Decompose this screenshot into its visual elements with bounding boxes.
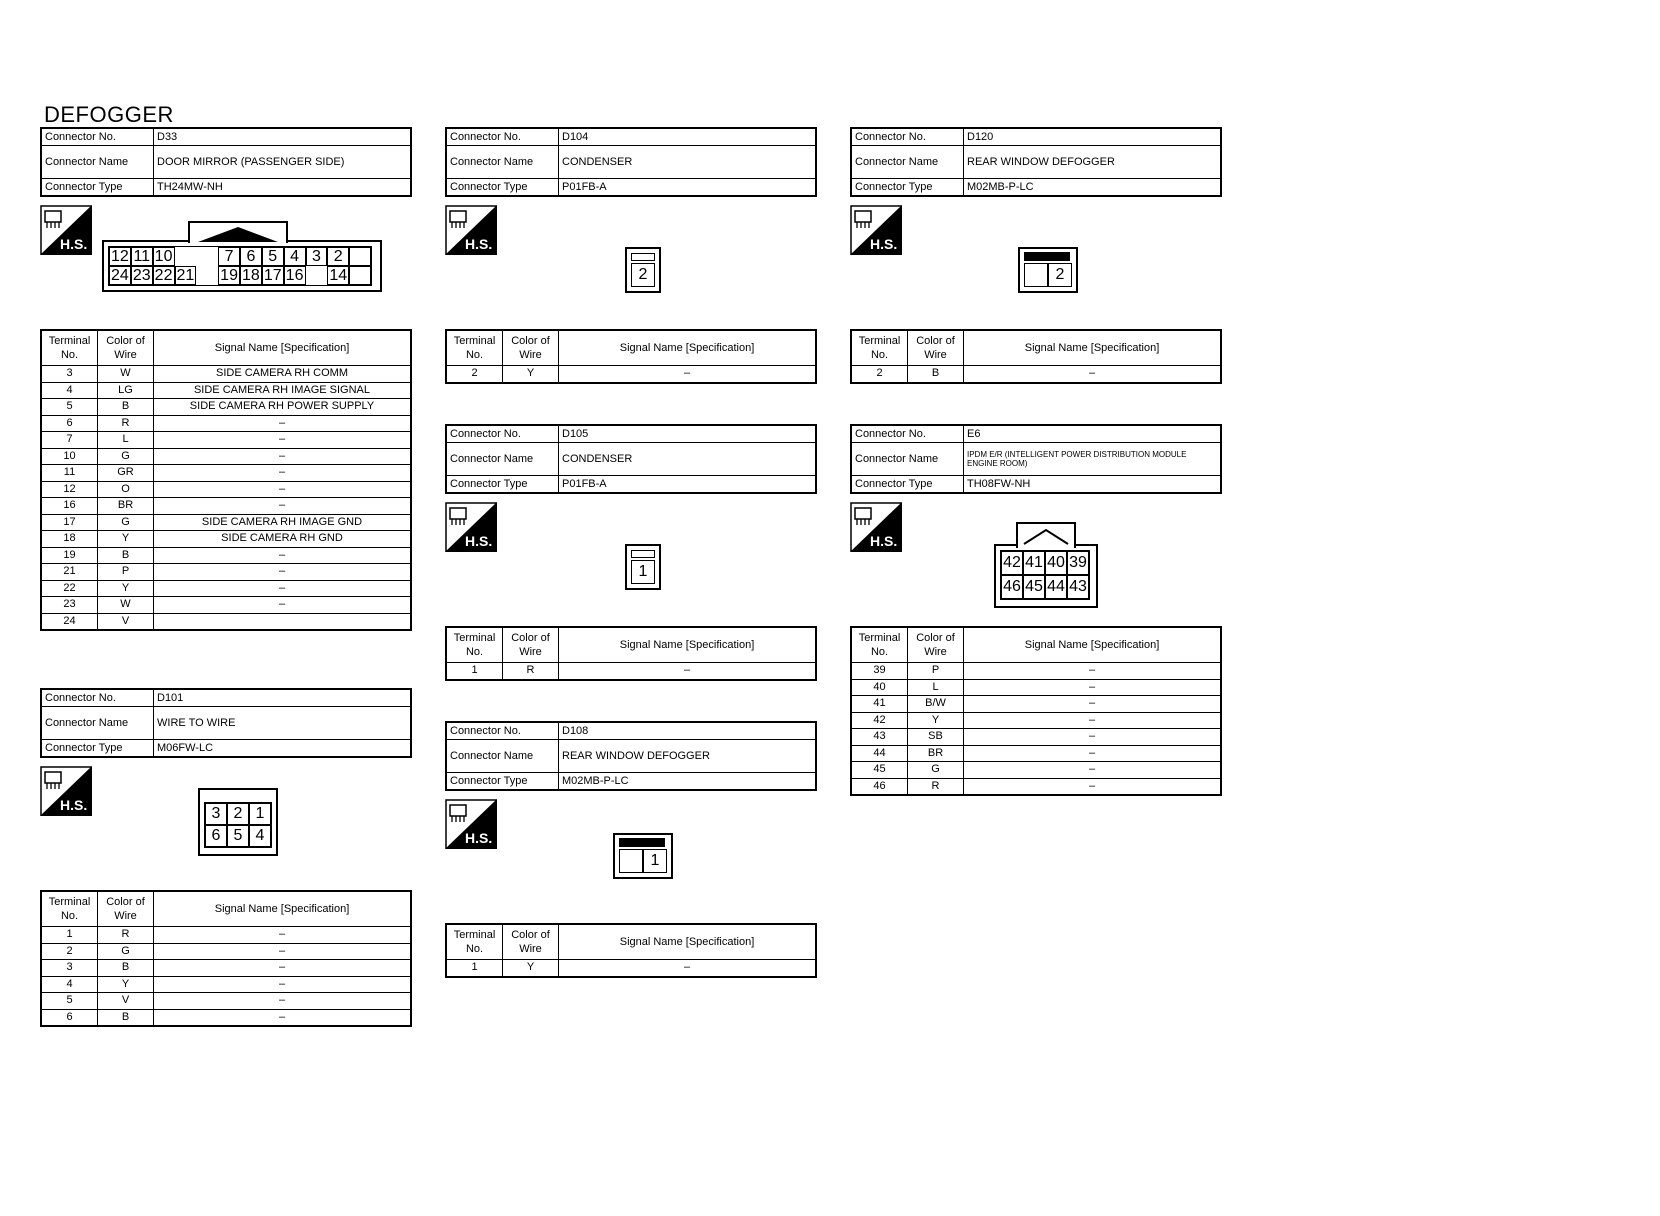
signal-name-cell: – [154,465,412,482]
cavity: 22 [153,266,175,285]
label-connector-name: Connector Name [41,707,154,740]
cavity: 2 [631,263,655,287]
connector-type-value: P01FB-A [559,476,817,494]
cavity: 19 [218,266,240,285]
label-connector-no: Connector No. [446,128,559,146]
cavity [196,266,218,285]
page-title: DEFOGGER [44,102,174,127]
label-connector-name: Connector Name [851,146,964,179]
connector-no-value: D120 [964,128,1222,146]
connector-diagram [40,197,412,329]
cavity: 2 [327,247,349,266]
label-connector-type: Connector Type [446,179,559,197]
lock-arrow-icon [1018,524,1074,548]
label-connector-type: Connector Type [446,773,559,791]
terminal-no-cell: 6 [41,415,98,432]
wire-color-cell: G [98,514,154,531]
svg-text:H.S.: H.S. [465,236,493,252]
table-row [41,498,411,515]
table-row [41,1009,411,1026]
connector-block-d108 [445,721,817,978]
label-connector-no: Connector No. [851,425,964,443]
connector-type-value: M02MB-P-LC [559,773,817,791]
label-connector-type: Connector Type [41,179,154,197]
cavity: 14 [327,266,349,285]
label-connector-type: Connector Type [446,476,559,494]
connector-info-table [850,424,1222,494]
table-row [41,993,411,1010]
header-color-of-wire: Color of Wire [908,627,964,663]
signal-name-cell: – [154,597,412,614]
cavity: 3 [306,247,328,266]
signal-name-cell: – [964,696,1222,713]
lock-arrow-icon [190,223,286,243]
cavity: 10 [153,247,175,266]
header-color-of-wire: Color of Wire [908,330,964,366]
table-row [851,696,1221,713]
connector-block-d101 [40,688,412,1027]
wire-color-cell: B [98,547,154,564]
signal-name-cell: – [154,481,412,498]
cavity: 4 [284,247,306,266]
wire-color-cell: Y [503,960,559,977]
terminal-no-cell: 1 [446,663,503,680]
signal-name-cell: – [154,580,412,597]
wire-color-cell: Y [98,976,154,993]
connector-name-value: WIRE TO WIRE [154,707,412,740]
signal-table [40,329,412,631]
table-row [446,960,816,977]
header-color-of-wire: Color of Wire [503,627,559,663]
connector-housing [625,247,661,293]
table-row [41,432,411,449]
wire-color-cell: V [98,613,154,630]
connector-diagram [850,197,1222,329]
table-row [41,481,411,498]
cavity: 2 [1048,263,1072,287]
label-connector-type: Connector Type [851,476,964,494]
connector-no-value: D108 [559,722,817,740]
connector-info-table [445,127,817,197]
table-row [41,448,411,465]
cavity: 43 [1067,575,1089,599]
header-signal-name: Signal Name [Specification] [559,924,817,960]
wire-color-cell: BR [98,498,154,515]
wire-color-cell: G [98,943,154,960]
terminal-no-cell: 2 [446,366,503,383]
signal-name-cell: – [154,976,412,993]
table-row [41,547,411,564]
cavity: 21 [175,266,197,285]
table-row [41,613,411,630]
terminal-no-cell: 39 [851,663,908,680]
cavity [196,247,218,266]
wire-color-cell: B [98,399,154,416]
wire-color-cell: L [98,432,154,449]
connector-info-table [40,688,412,758]
terminal-no-cell: 7 [41,432,98,449]
wire-color-cell: L [908,679,964,696]
cavity [1024,263,1048,287]
connector-housing [625,544,661,590]
connector-info-table [445,721,817,791]
wire-color-cell: B [98,1009,154,1026]
wire-color-cell: R [908,778,964,795]
connector-type-value: M02MB-P-LC [964,179,1222,197]
signal-name-cell: SIDE CAMERA RH IMAGE SIGNAL [154,382,412,399]
signal-name-cell: – [964,778,1222,795]
cavity: 5 [227,825,249,847]
signal-name-cell: – [154,1009,412,1026]
signal-name-cell: – [154,564,412,581]
wire-color-cell: W [98,597,154,614]
label-connector-no: Connector No. [446,722,559,740]
label-connector-name: Connector Name [851,443,964,476]
signal-name-cell: – [154,547,412,564]
signal-table [850,626,1222,796]
cavity: 3 [205,803,227,825]
svg-text:H.S.: H.S. [60,236,88,252]
signal-name-cell: – [559,960,817,977]
wire-color-cell: B [908,366,964,383]
wire-color-cell: Y [908,712,964,729]
signal-name-cell: – [154,993,412,1010]
svg-text:H.S.: H.S. [870,533,898,549]
terminal-no-cell: 1 [446,960,503,977]
connector-name-value: IPDM E/R (INTELLIGENT POWER DISTRIBUTION MODULE ENGINE ROOM) [964,443,1222,476]
header-signal-name: Signal Name [Specification] [964,627,1222,663]
connector-block-d120 [850,127,1222,384]
cavity: 1 [631,560,655,584]
connector-cavity-grid [108,246,372,286]
table-row [41,580,411,597]
connector-block-e6 [850,424,1222,796]
connector-name-value: REAR WINDOW DEFOGGER [964,146,1222,179]
table-row [41,465,411,482]
table-row [851,663,1221,680]
label-connector-name: Connector Name [446,443,559,476]
connector-cavity-grid [1000,550,1090,600]
connector-info-table [40,127,412,197]
wire-color-cell: B/W [908,696,964,713]
hs-icon [445,502,497,552]
signal-name-cell: – [154,927,412,944]
terminal-no-cell: 40 [851,679,908,696]
signal-name-cell: SIDE CAMERA RH COMM [154,366,412,383]
terminal-no-cell: 12 [41,481,98,498]
connector-diagram [850,494,1222,626]
connector-diagram [445,494,817,626]
table-row [41,531,411,548]
cavity: 4 [249,825,271,847]
header-terminal-no: Terminal No. [41,891,98,927]
terminal-no-cell: 3 [41,960,98,977]
table-row [41,514,411,531]
cavity: 12 [109,247,131,266]
label-connector-no: Connector No. [41,689,154,707]
hs-icon [850,502,902,552]
signal-name-cell: – [154,432,412,449]
terminal-no-cell: 44 [851,745,908,762]
table-row [41,960,411,977]
terminal-no-cell: 21 [41,564,98,581]
terminal-no-cell: 19 [41,547,98,564]
signal-table [850,329,1222,384]
table-row [851,712,1221,729]
connector-diagram [445,791,817,923]
hs-icon [445,205,497,255]
signal-name-cell: – [964,679,1222,696]
terminal-no-cell: 5 [41,993,98,1010]
connector-name-value: CONDENSER [559,443,817,476]
table-row [41,927,411,944]
cavity: 6 [205,825,227,847]
cavity: 7 [218,247,240,266]
table-row [41,597,411,614]
signal-name-cell: – [559,663,817,680]
signal-name-cell: – [964,663,1222,680]
header-color-of-wire: Color of Wire [503,924,559,960]
signal-name-cell: – [154,943,412,960]
wire-color-cell: P [98,564,154,581]
wire-color-cell: BR [908,745,964,762]
terminal-no-cell: 3 [41,366,98,383]
header-terminal-no: Terminal No. [446,627,503,663]
cavity [619,849,643,873]
terminal-no-cell: 16 [41,498,98,515]
connector-type-value: M06FW-LC [154,740,412,758]
wire-color-cell: V [98,993,154,1010]
wire-color-cell: Y [503,366,559,383]
cavity [175,247,197,266]
table-row [41,382,411,399]
connector-no-value: E6 [964,425,1222,443]
terminal-no-cell: 43 [851,729,908,746]
terminal-no-cell: 4 [41,382,98,399]
table-row [851,729,1221,746]
cavity: 2 [227,803,249,825]
connector-block-d104 [445,127,817,384]
table-row [851,778,1221,795]
header-signal-name: Signal Name [Specification] [154,330,412,366]
cavity: 45 [1023,575,1045,599]
cavity: 11 [131,247,153,266]
connector-type-value: TH08FW-NH [964,476,1222,494]
header-signal-name: Signal Name [Specification] [559,627,817,663]
terminal-no-cell: 22 [41,580,98,597]
signal-name-cell: – [154,960,412,977]
terminal-no-cell: 4 [41,976,98,993]
signal-name-cell: – [964,762,1222,779]
signal-name-cell: SIDE CAMERA RH GND [154,531,412,548]
table-row [41,366,411,383]
signal-table [445,329,817,384]
label-connector-name: Connector Name [446,740,559,773]
connector-lock-tab [188,221,288,243]
table-row [851,745,1221,762]
header-signal-name: Signal Name [Specification] [964,330,1222,366]
hs-icon [40,766,92,816]
connector-housing [613,833,673,879]
connector-name-value: DOOR MIRROR (PASSENGER SIDE) [154,146,412,179]
wire-color-cell: SB [908,729,964,746]
cavity: 16 [284,266,306,285]
cavity: 40 [1045,551,1067,575]
signal-name-cell: – [154,498,412,515]
connector-cavity-grid [204,802,272,848]
wire-color-cell: G [98,448,154,465]
header-terminal-no: Terminal No. [446,924,503,960]
cavity: 44 [1045,575,1067,599]
cavity: 18 [240,266,262,285]
label-connector-no: Connector No. [41,128,154,146]
cavity: 5 [262,247,284,266]
table-row [41,399,411,416]
wire-color-cell: GR [98,465,154,482]
terminal-no-cell: 6 [41,1009,98,1026]
cavity: 46 [1001,575,1023,599]
signal-name-cell: – [559,366,817,383]
connector-type-value: P01FB-A [559,179,817,197]
connector-name-value: CONDENSER [559,146,817,179]
connector-info-table [850,127,1222,197]
wire-color-cell: Y [98,580,154,597]
table-row [851,679,1221,696]
terminal-no-cell: 5 [41,399,98,416]
terminal-no-cell: 17 [41,514,98,531]
cavity: 42 [1001,551,1023,575]
signal-name-cell: – [964,712,1222,729]
terminal-no-cell: 18 [41,531,98,548]
connector-block-d105 [445,424,817,681]
terminal-no-cell: 10 [41,448,98,465]
table-row [41,943,411,960]
cavity [306,266,328,285]
header-terminal-no: Terminal No. [41,330,98,366]
table-row [41,564,411,581]
signal-table [445,923,817,978]
wire-color-cell: Y [98,531,154,548]
wire-color-cell: R [98,927,154,944]
connector-info-table [445,424,817,494]
wire-color-cell: O [98,481,154,498]
connector-no-value: D101 [154,689,412,707]
connector-diagram [40,758,412,890]
cavity: 1 [643,849,667,873]
connector-housing [1018,247,1078,293]
cavity: 1 [249,803,271,825]
terminal-no-cell: 41 [851,696,908,713]
connector-diagram [445,197,817,329]
connector-name-value: REAR WINDOW DEFOGGER [559,740,817,773]
terminal-no-cell: 45 [851,762,908,779]
table-row [851,366,1221,383]
header-signal-name: Signal Name [Specification] [559,330,817,366]
label-connector-name: Connector Name [41,146,154,179]
signal-table [445,626,817,681]
wire-color-cell: R [98,415,154,432]
header-terminal-no: Terminal No. [851,627,908,663]
table-row [41,976,411,993]
label-connector-no: Connector No. [446,425,559,443]
wire-color-cell: LG [98,382,154,399]
svg-text:H.S.: H.S. [465,830,493,846]
header-terminal-no: Terminal No. [851,330,908,366]
cavity [349,247,371,266]
svg-text:H.S.: H.S. [870,236,898,252]
cavity: 24 [109,266,131,285]
hs-icon [445,799,497,849]
connector-block-d33 [40,127,412,631]
header-terminal-no: Terminal No. [446,330,503,366]
header-color-of-wire: Color of Wire [503,330,559,366]
table-row [851,762,1221,779]
label-connector-name: Connector Name [446,146,559,179]
header-color-of-wire: Color of Wire [98,891,154,927]
hs-icon [850,205,902,255]
cavity: 41 [1023,551,1045,575]
connector-lock-tab [1016,522,1076,548]
terminal-no-cell: 1 [41,927,98,944]
connector-no-value: D105 [559,425,817,443]
header-color-of-wire: Color of Wire [98,330,154,366]
label-connector-type: Connector Type [851,179,964,197]
terminal-no-cell: 11 [41,465,98,482]
header-signal-name: Signal Name [Specification] [154,891,412,927]
connector-type-value: TH24MW-NH [154,179,412,197]
terminal-no-cell: 2 [851,366,908,383]
signal-name-cell: SIDE CAMERA RH POWER SUPPLY [154,399,412,416]
svg-text:H.S.: H.S. [465,533,493,549]
signal-name-cell [154,613,412,630]
connector-no-value: D104 [559,128,817,146]
terminal-no-cell: 24 [41,613,98,630]
signal-name-cell: – [154,415,412,432]
signal-name-cell: – [964,729,1222,746]
label-connector-no: Connector No. [851,128,964,146]
terminal-no-cell: 46 [851,778,908,795]
wire-color-cell: B [98,960,154,977]
table-row [446,366,816,383]
hs-icon [40,205,92,255]
signal-name-cell: – [964,366,1222,383]
cavity: 17 [262,266,284,285]
label-connector-type: Connector Type [41,740,154,758]
terminal-no-cell: 42 [851,712,908,729]
svg-text:H.S.: H.S. [60,797,88,813]
table-row [446,663,816,680]
wire-color-cell: W [98,366,154,383]
signal-name-cell: – [154,448,412,465]
connector-no-value: D33 [154,128,412,146]
table-row [41,415,411,432]
terminal-no-cell: 23 [41,597,98,614]
wire-color-cell: R [503,663,559,680]
wire-color-cell: G [908,762,964,779]
signal-name-cell: – [964,745,1222,762]
wire-color-cell: P [908,663,964,680]
cavity: 39 [1067,551,1089,575]
terminal-no-cell: 2 [41,943,98,960]
cavity: 6 [240,247,262,266]
signal-table [40,890,412,1027]
cavity: 23 [131,266,153,285]
signal-name-cell: SIDE CAMERA RH IMAGE GND [154,514,412,531]
cavity [349,266,371,285]
